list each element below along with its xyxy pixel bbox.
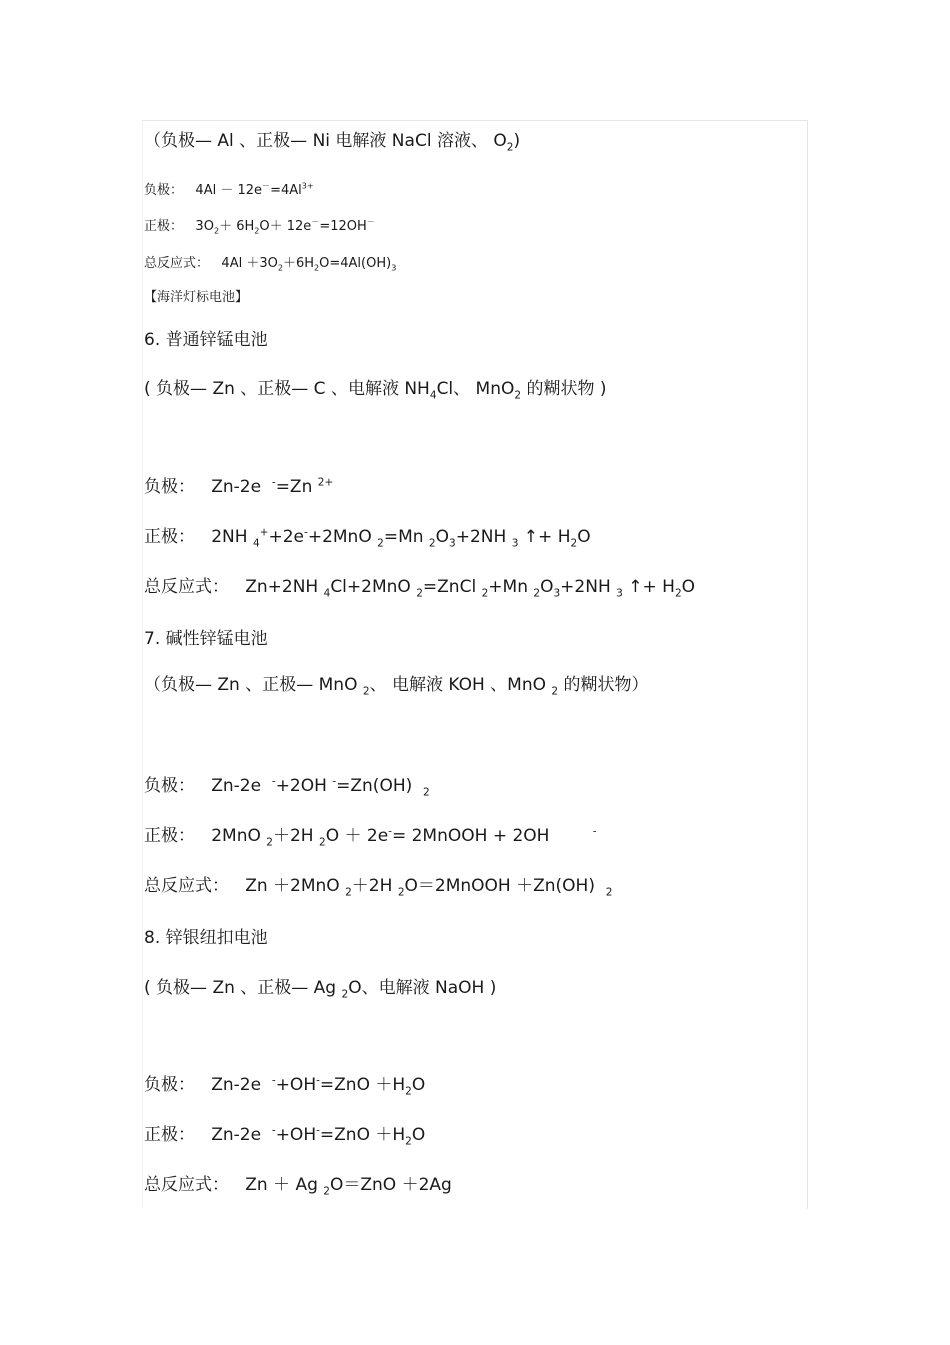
s7-heading: 7. 碱性锌锰电池	[144, 629, 268, 649]
page-frame	[142, 120, 808, 1209]
s5-tag: 【海洋灯标电池】	[144, 290, 249, 305]
s8-note: ( 负极— Zn 、正极— Ag $_2$O、电解液 NaOH )	[144, 978, 497, 1001]
negative-label: 负极：	[144, 183, 184, 198]
s5-total-equation: 总反应式： $4Al +3O_2+6H_2O=4Al(OH)_3$	[144, 256, 397, 273]
s7-note: （负极— Zn 、正极— MnO $_2$、 电解液 KOH 、MnO $_2$ 的糊状物）	[144, 675, 649, 698]
negative-label: 负极：	[144, 776, 195, 796]
total-label: 总反应式：	[144, 876, 229, 896]
s8-total-equation: 总反应式： Zn ＋ Ag $_2$O＝ZnO ＋2Ag	[144, 1175, 452, 1198]
total-label: 总反应式：	[144, 1175, 229, 1195]
s6-positive-equation: 正极： 2NH $_4$++2e-+2MnO $_2$=Mn $_2O_3+2NH$ $_3$ ↑+ $H_2O$	[144, 526, 591, 550]
s7-total-equation: 总反应式： Zn ＋2MnO $_2$＋2H $_2$O＝2MnOOH ＋Zn(OH) $_2$	[144, 876, 613, 899]
positive-label: 正极：	[144, 1125, 195, 1145]
positive-label: 正极：	[144, 527, 195, 547]
negative-label: 负极：	[144, 1075, 195, 1095]
s5-note: （负极— Al 、正极— Ni 电解液 NaCl 溶液、 $O_2$)	[144, 131, 521, 154]
s5-negative-equation: 负极： $4Al - 12e^-=4Al^{3+}$	[144, 181, 314, 198]
total-label: 总反应式：	[144, 256, 210, 271]
s8-negative-equation: 负极： Zn-2e $^-+OH^-=ZnO +H_2O$	[144, 1074, 426, 1098]
negative-label: 负极：	[144, 477, 195, 497]
s6-note: ( 负极— Zn 、正极— C 、电解液 $NH_4Cl$、 MnO$_2$ 的糊状物 )	[144, 379, 607, 402]
total-label: 总反应式：	[144, 577, 229, 597]
s6-total-equation: 总反应式： Zn+2NH $_4$Cl+2MnO $_2$=ZnCl $_2$+Mn $_2O_3+2NH$ $_3$ ↑+ $H_2O$	[144, 577, 696, 600]
s7-positive-equation: 正极： 2MnO $_2$＋2H $_2$O ＋ 2e-= 2MnOOH + 2OH -	[144, 825, 597, 849]
s6-heading: 6. 普通锌锰电池	[144, 330, 268, 350]
s6-negative-equation: 负极： Zn-2e -=Zn $^{2+}$	[144, 476, 334, 497]
s7-negative-equation: 负极： Zn-2e -+2OH -=Zn(OH) $_2$	[144, 775, 430, 799]
positive-label: 正极：	[144, 826, 195, 846]
s5-positive-equation: 正极： $3O_2+ 6H_2O+ 12e^-=12OH^-$	[144, 217, 375, 236]
s8-heading: 8. 锌银纽扣电池	[144, 928, 268, 948]
s8-positive-equation: 正极： Zn-2e $^-+OH^-=ZnO +H_2O$	[144, 1124, 426, 1148]
positive-label: 正极：	[144, 219, 184, 234]
